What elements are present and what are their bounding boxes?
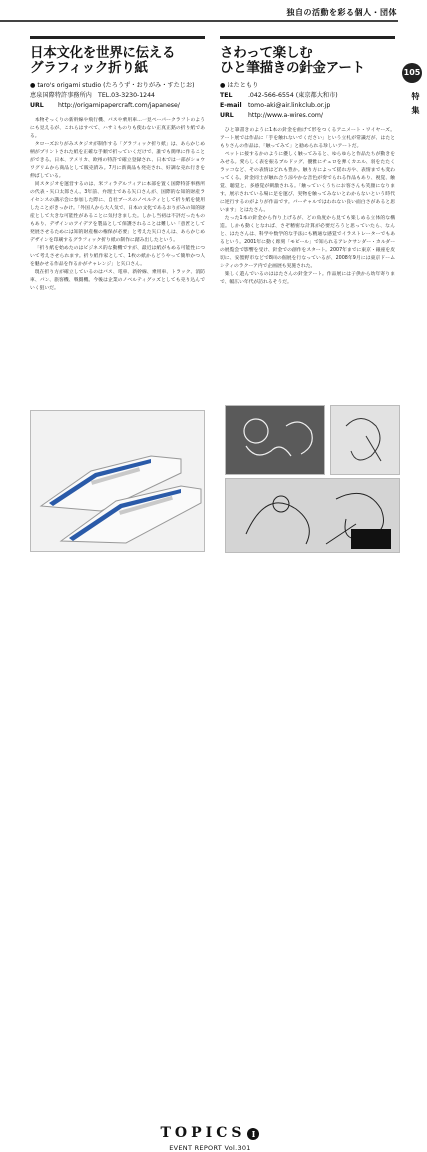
left-paragraph: タローズおりがみスタジオが制作する「グラフィック折り紙」は、あらかじめ柄がプリントされた紙を正確な手順で折っていくだけで、誰でも簡単に作ることができる。日本、アメリカ、欧州の特許で確立登録され、日本では一部がショウワグリムから商品として販売済み。7月に新商品も発売され、好調な売れ行きを伸ばしている。 (30, 142, 205, 179)
right-paragraph: ペットに接するかのように優しく触ってみると、ゆらゆらと作品たちが動きをみせる。愛らしく表を振るブルドッグ、優雅にチェロを弾くカエル、羽をたたくラッコなど、その表情はどれも豊か。触り方によって揺れ方や、表情までも変わってくる。針金同士が触れ合う涼やかな音色が奏でられる作品もあり、視覚、触覚、聴覚と、多感覚が刺激される。「触っていくうちにお客さんも笑顔になります。展示されている場に足を運び、実物を触ってみないとわからないという時代に逆行するのがよりが作品です。バーチャルではわれない良い面白さがあると思います」とはたさん。 (220, 152, 395, 213)
right-article (220, 36, 395, 287)
header-bar (0, 0, 427, 26)
right-meta-label: E-mail (220, 102, 242, 109)
footer (0, 560, 427, 1152)
topics-heading (150, 1125, 270, 1141)
section-tag: 独自の活動を彩る個人・団体 (286, 8, 397, 17)
right-body (220, 127, 395, 287)
wire-art-photo-2 (330, 405, 400, 475)
right-meta-value: はたともり (227, 82, 259, 89)
left-paragraph: 「折り紙を始めたのはビジネス的な動機ですが、最近は紙がもめる可能性について考えさせられます。折り紙作家として、1枚の紙からどうやって簡単かつ人を魅かせる作品を作るかがチャレンジ」と矢口さん。 (30, 246, 205, 267)
right-meta (220, 81, 395, 121)
right-meta-link[interactable]: http://www.a-wires.com/ (247, 112, 324, 119)
page-number-badge: 105 (402, 63, 422, 83)
right-meta-row (220, 91, 395, 101)
left-meta (30, 81, 205, 111)
topics-label: TOPICS (160, 1125, 246, 1141)
shinkansen-origami-illustration (31, 411, 205, 552)
left-body (30, 117, 205, 293)
wire-figure-illustration (331, 406, 400, 475)
shinkansen-origami-photo (30, 410, 205, 552)
side-label: 特集 (411, 92, 420, 120)
right-meta-row (220, 81, 395, 91)
left-meta-row (30, 91, 205, 101)
left-title-box (30, 36, 205, 76)
right-meta-value: .042-566-6554 (東京都大和市) (247, 92, 338, 99)
header-rule (0, 20, 398, 22)
topics-mark: I (247, 1128, 259, 1140)
event-report-label: EVENT REPORT Vol.301 (169, 1144, 251, 1152)
left-meta-link[interactable]: http://origamipapercraft.com/japanese/ (57, 102, 180, 109)
wire-figure-illustration (226, 479, 400, 553)
wire-art-photo-1 (225, 405, 325, 475)
right-paragraph: たった1本の針金から作り上げるが、どの角度から見ても楽しめる立体的な構造。しかも動くとなれば、さぞ精密な計算が必要だろうと思っていたら、なんと、はたさんは、科学や数学的な手法にも精通な感覚でイラストレーターでもあるという。2001年に動く彫刻「モビール」で知られるアレクサンダー・カルダーの展覧会で影響を受け、針金での創作をスタート。2007年までに東京・銀座を皮切に、安曇野市などで8回の個展を行なっているが、2008年9月には東京ドームシティのラクーア内で企画展も実施された。 (220, 216, 395, 269)
right-meta-row (220, 101, 395, 111)
left-meta-row (30, 101, 205, 111)
left-meta-row (30, 81, 205, 91)
right-title-line2: ひと筆描きの針金アート (220, 60, 365, 76)
left-title-line2: グラフィック折り紙 (30, 60, 148, 76)
right-meta-row (220, 111, 395, 121)
left-meta-value: taro's origami studio (たろうず・おりがみ・すたじお) (37, 82, 195, 89)
left-title-line1: 日本文化を世界に伝える (30, 45, 176, 61)
left-paragraph: 現在折り方が確立しているのはバス、電車、新幹線、乗用車、トラック、消防車、バン、旅客機、戦闘機。今後は企業のノベルティグッズとしても売り込んでいく狙いだ。 (30, 270, 205, 291)
left-paragraph: 本物そっくりの新幹線や飛行機、バスや乗用車…一見ペーパークラフトのようにも見えるが、これらはすべて、ハサミものりも使わない正真正銘の折り紙である。 (30, 118, 205, 139)
left-meta-bullet: ● (30, 82, 36, 89)
right-meta-email[interactable]: tomo-aki@air.linkclub.or.jp (247, 102, 331, 109)
right-paragraph: ひと筆書きのように1本の針金を曲げて形をつくるアニメート・ワイヤーズ。アート展では作品に「手を触れないでください」という立札が常識だが、はたともりさんの作品は、「触ってみて」と勧められる珍しいアートだ。 (220, 128, 395, 149)
left-article (30, 36, 205, 293)
right-paragraph: 楽しく遊んでいるのははたさんの針金アート。作品展には子供から幼年寄りまで、幅広い年代が訪れるそうだ。 (220, 272, 395, 285)
wire-art-photo-3 (225, 478, 400, 553)
right-meta-bullet: ● (220, 82, 226, 89)
right-title-box (220, 36, 395, 76)
wire-figure-illustration (226, 406, 325, 475)
left-paragraph: 同スタジオを運営するのは、米フィラデルフィアに本部を置く国際特許事務所の代表・矢口太郎さん。3年前、弁理士である矢口さんが、国際的な知的財産ライセンスの講示会に参加した際に、自社ブースのノベルティとして折り紙を使用したことがきっかけ。「外国人から大人気で、日本の文化であるおりがみの知的財産として大きな可能性があることに気付きました。しかし当初は不評だったものもあり、デザインのアイデアを製品として保護されることは難しい「意匠として発展させるためには知的財産権の権保が必要」と考えた矢口さんは、あらかじめデザインを印刷するグラフィック折り紙の制作に踏み出したという。 (30, 182, 205, 243)
left-meta-label: URL (30, 102, 44, 109)
right-meta-label: URL (220, 112, 234, 119)
left-meta-value: 恵泉国際特許事務所内 TEL.03-3230-1244 (30, 92, 155, 99)
right-meta-label: TEL (220, 92, 233, 99)
right-title-line1: さわって楽しむ (220, 45, 313, 61)
